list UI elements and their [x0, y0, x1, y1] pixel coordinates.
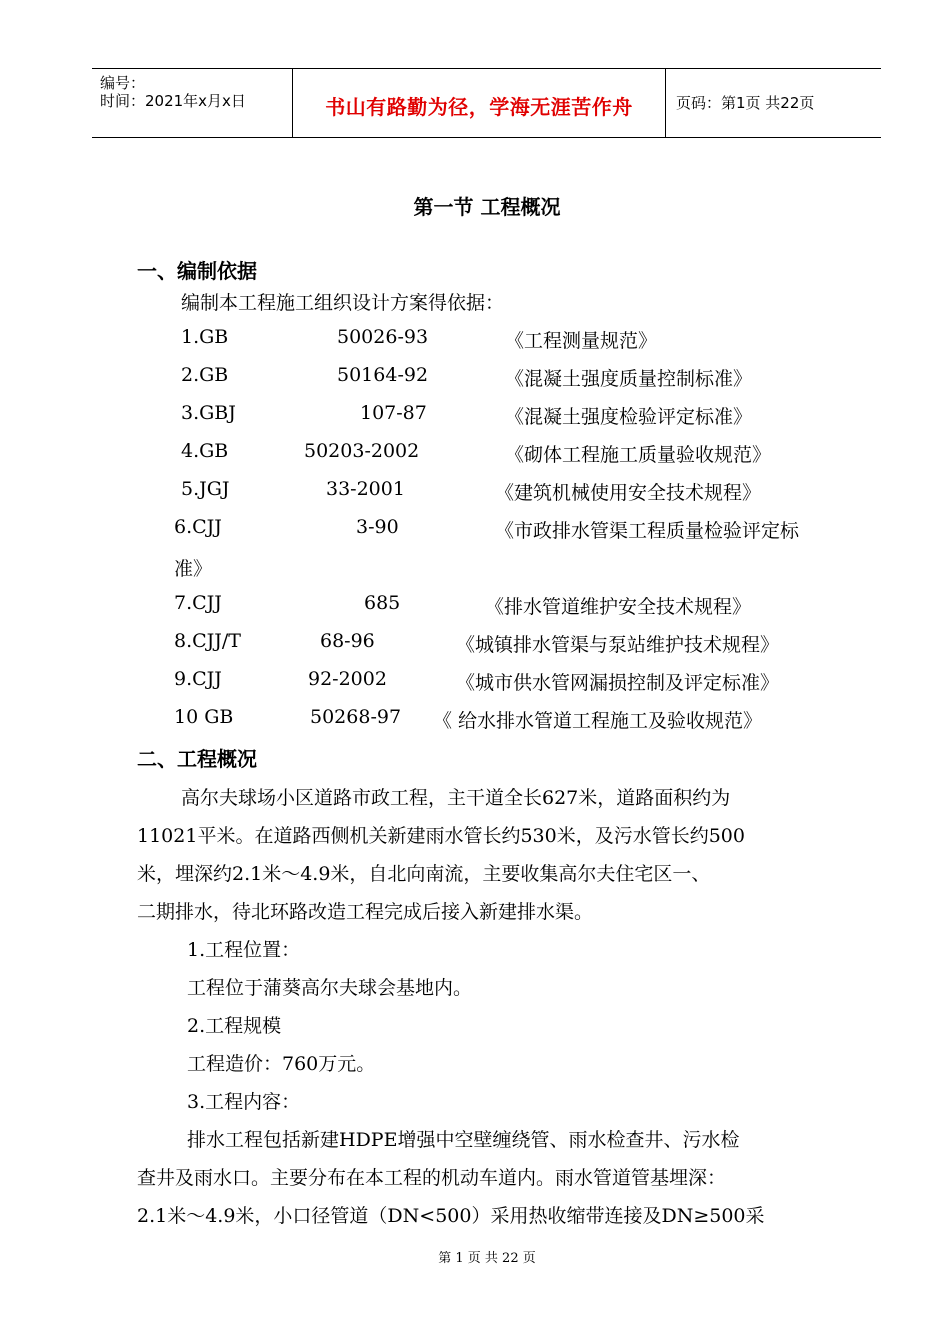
header-motto: 书山有路勤为径，学海无涯苦作舟 [325, 95, 633, 119]
ref-name: 《市政排水管渠工程质量检验评定标 [495, 520, 800, 542]
ref-code: 685 [364, 592, 401, 614]
page-footer: 第 1 页 共 22 页 [438, 1251, 536, 1266]
ref-number: 7.CJJ [174, 592, 222, 614]
ref-code: 50203-2002 [304, 440, 420, 462]
ref-name: 《 给水排水管道工程施工及验收规范》 [433, 710, 763, 732]
content-paragraph-line: 查井及雨水口。主要分布在本工程的机动车道内。雨水管道管基埋深： [137, 1167, 727, 1189]
ref-name: 《排水管道维护安全技术规程》 [485, 596, 752, 618]
ref-name: 《混凝土强度质量控制标准》 [505, 368, 753, 390]
ref-number: 5.JGJ [181, 478, 230, 500]
document-header [92, 68, 881, 138]
ref-name: 《砌体工程施工质量验收规范》 [505, 444, 772, 466]
ref-name: 《城市供水管网漏损控制及评定标准》 [456, 672, 780, 694]
ref-name: 《混凝土强度检验评定标准》 [505, 406, 753, 428]
basis-intro: 编制本工程施工组织设计方案得依据： [181, 292, 505, 314]
ref-name: 《建筑机械使用安全技术规程》 [495, 482, 762, 504]
scale-text: 工程造价：760万元。 [187, 1053, 376, 1075]
location-label: 1.工程位置： [187, 939, 301, 961]
header-page-cell [666, 69, 881, 137]
scale-label: 2.工程规模 [187, 1015, 282, 1037]
document-time: 时间：2021年x月x日 [100, 92, 246, 110]
ref-code: 68-96 [320, 630, 375, 652]
ref-number: 10 GB [174, 706, 234, 728]
ref-number: 4.GB [181, 440, 229, 462]
ref-code: 33-2001 [326, 478, 405, 500]
content-paragraph-line: 排水工程包括新建HDPE增强中空壁缠绕管、雨水检查井、污水检 [187, 1129, 740, 1151]
content-label: 3.工程内容： [187, 1091, 301, 1113]
ref-number: 8.CJJ/T [174, 630, 241, 652]
ref-code: 50164-92 [337, 364, 429, 386]
header-meta-cell [92, 69, 293, 137]
ref-name: 《工程测量规范》 [505, 330, 658, 352]
ref-code: 3-90 [356, 516, 399, 538]
header-page-info: 页码：第1页 共22页 [676, 94, 815, 112]
overview-paragraph-line: 11021平米。在道路西侧机关新建雨水管长约530米，及污水管长约500 [137, 825, 745, 847]
ref-number: 2.GB [181, 364, 229, 386]
ref-code: 92-2002 [308, 668, 387, 690]
document-number: 编号： [100, 74, 146, 92]
ref-number: 3.GBJ [181, 402, 236, 424]
ref-number: 1.GB [181, 326, 229, 348]
ref-name-continued: 准》 [174, 558, 213, 580]
overview-paragraph-line: 高尔夫球场小区道路市政工程，主干道全长627米，道路面积约为 [181, 787, 731, 809]
ref-number: 9.CJJ [174, 668, 222, 690]
overview-paragraph-line: 二期排水，待北环路改造工程完成后接入新建排水渠。 [137, 901, 594, 923]
section-title: 第一节 工程概况 [413, 195, 561, 219]
heading-overview: 二、工程概况 [137, 747, 257, 771]
ref-code: 50268-97 [310, 706, 402, 728]
location-text: 工程位于蒲葵高尔夫球会基地内。 [187, 977, 473, 999]
overview-paragraph-line: 米，埋深约2.1米～4.9米，自北向南流，主要收集高尔夫住宅区一、 [137, 863, 711, 885]
content-paragraph-line: 2.1米～4.9米，小口径管道（DN<500）采用热收缩带连接及DN≥500采 [137, 1205, 765, 1227]
ref-code: 107-87 [360, 402, 427, 424]
ref-number: 6.CJJ [174, 516, 222, 538]
ref-name: 《城镇排水管渠与泵站维护技术规程》 [456, 634, 780, 656]
ref-code: 50026-93 [337, 326, 429, 348]
header-motto-cell [293, 69, 666, 137]
heading-basis: 一、编制依据 [137, 259, 257, 283]
